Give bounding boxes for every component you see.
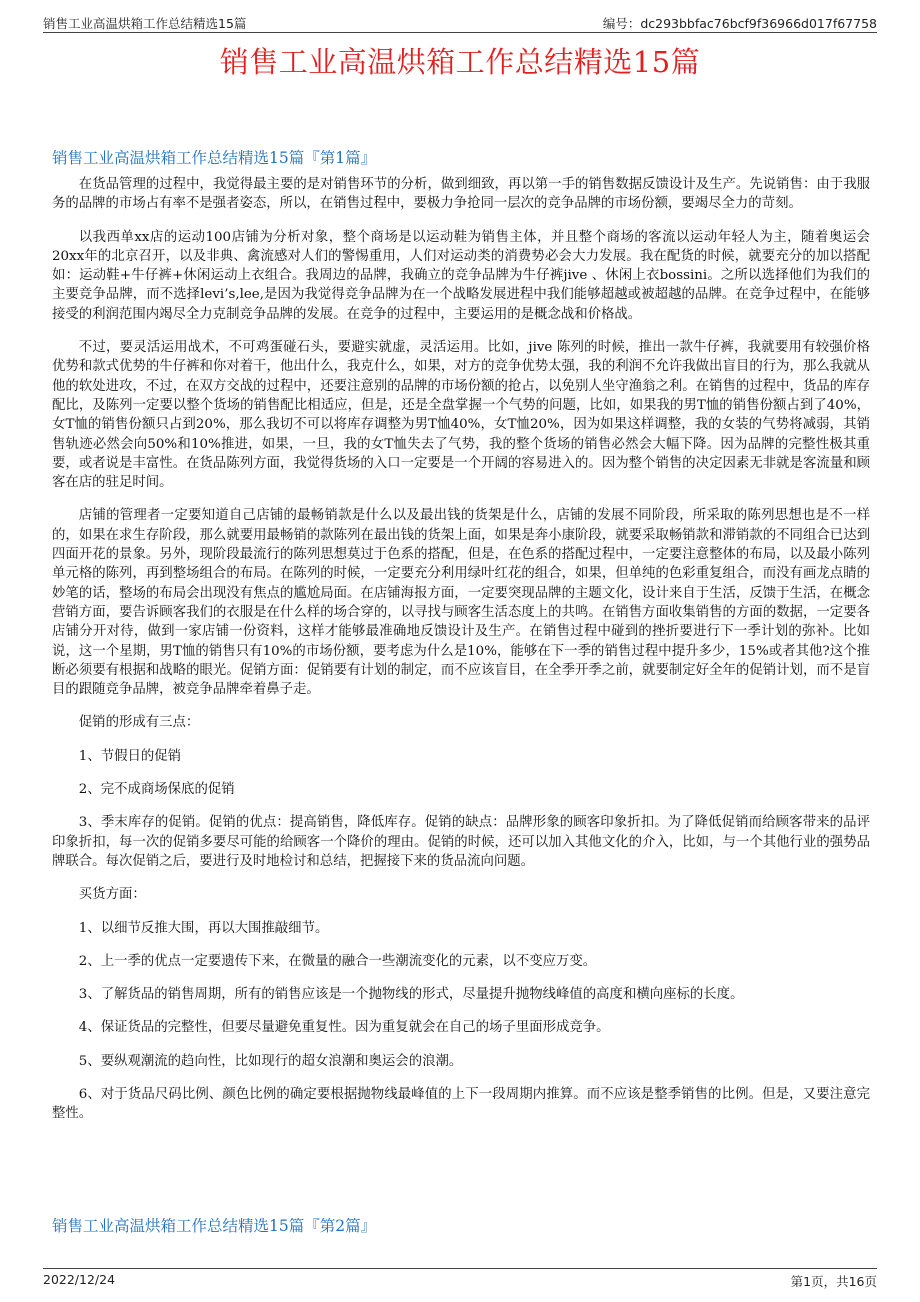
section-1-title: 销售工业高温烘箱工作总结精选15篇『第1篇』 [52,149,377,167]
list-item: 1、以细节反推大围，再以大围推敲细节。 [78,920,329,936]
list-item: 1、节假日的促销 [78,748,182,764]
footer-page-number: 第1页，共16页 [790,1274,877,1289]
paragraph: 在货品管理的过程中，我觉得最主要的是对销售环节的分析，做到细致，再以第一手的销售数据反馈设计及生产。先说销售：由于我服务的品牌的市场占有率不是强者姿态，所以，在销售过程中，要极力争抢同一层次的竞争品牌的市场份额，要竭尽全力的苛刻。 [52,177,870,212]
list-item: 2、完不成商场保底的促销 [78,782,235,798]
header-doc-number: 编号：dc293bbfac76bcf9f36966d017f67758 [602,16,877,31]
page-footer [43,1268,877,1289]
section-2-title: 销售工业高温烘箱工作总结精选15篇『第2篇』 [52,1217,377,1235]
header-doc-title: 销售工业高温烘箱工作总结精选15篇 [43,16,247,31]
article-body [52,175,870,1138]
document-title: 销售工业高温烘箱工作总结精选15篇 [219,45,701,79]
paragraph: 店铺的管理者一定要知道自己店铺的最畅销款是什么以及最出钱的货架是什么，店铺的发展不同阶段，所采取的陈列思想也是不一样的，如果在求生存阶段，那么就要用最畅销的款陈列在最出钱的货架上面，如果是奔小康阶段，就要采取畅销款和滞销款的不同组合已达到四面开花的景象。另外，现阶段最流行的陈列思想莫过于色系的搭配，但是，在色系的搭配过程中，一定要注意整体的布局，以及最小陈列单元格的陈列，再到整场组合的布局。在陈列的时候，一定要充分利用绿叶红花的组合，如果，但单纯的色彩重复组合，而没有画龙点睛的妙笔的话，整场的布局会出现没有焦点的尴尬局面。在店铺海报方面，一定要突现品牌的主题文化，设计来自于生活，反馈于生活，在概念营销方面，要告诉顾客我们的衣服是在什么样的场合穿的，以寻找与顾客生活态度上的共鸣。在销售方面收集销售的方面的数据，一定要各店铺分开对待，做到一家店铺一份资料，这样才能够最准确地反馈设计及生产。在销售过程中碰到的挫折要进行下一季计划的弥补。比如说，这一个星期，男T恤的销售只有10%的市场份额，要考虑为什么是10%，能够在下一季的销售过程中提升多少，15%或者其他?这个推断必须要有根据和战略的眼光。促销方面：促销要有计划的制定，而不应该盲目，在全季开季之前，就要制定好全年的促销计划，而不是盲目的跟随竞争品牌，被竞争品牌牵着鼻子走。 [52,508,870,698]
paragraph: 买货方面： [78,887,146,903]
footer-date: 2022/12/24 [43,1272,116,1287]
list-item: 6、对于货品尺码比例、颜色比例的确定要根据抛物线最峰值的上下一段周期内推算。而不应该是整季销售的比例。但是，又要注意完整性。 [52,1086,870,1122]
list-item: 3、了解货品的销售周期，所有的销售应该是一个抛物线的形式，尽量提升抛物线峰值的高度和横向座标的长度。 [78,987,744,1003]
list-item: 2、上一季的优点一定要遗传下来，在微量的融合一些潮流变化的元素，以不变应万变。 [78,953,597,969]
paragraph: 以我西单xx店的运动100店铺为分析对象，整个商场是以运动鞋为销售主体，并且整个商场的客流以运动年轻人为主，随着奥运会20xx年的北京召开，以及非典、禽流感对人们的警惕重用，人们对运动类的消费势必会大力发展。我在配货的时候，就要充分的加以搭配如：运动鞋+牛仔裤+休闲运动上衣组合。我周边的品牌，我确立的竞争品牌为牛仔裤jive 、休闲上衣bossini。之所以选择他们为我们的主要竞争品牌，而不选择levi’s,lee,是因为我觉得竞争品牌为在一个战略发展进程中我们能够超越或被超越的品牌。在竞争过程中，在能够接受的利润范围内竭尽全力克制竞争品牌的发展。在竞争的过程中，主要运用的是概念战和价格战。 [52,229,870,322]
paragraph: 促销的形成有三点： [78,715,200,731]
page-header [43,12,877,33]
paragraph: 不过，要灵活运用战术，不可鸡蛋碰石头，要避实就虚，灵活运用。比如，jive 陈列的时候，推出一款牛仔裤，我就要用有较强价格优势和款式优势的牛仔裤和你对着干，他出什么，我克什么，如果，对方的竞争优势太强，我的利润不允许我做出盲目的行为，那么我就从他的软处进攻，不过，在双方交战的过程中，还要注意别的品牌的市场份额的抢占，以免别人坐守渔翁之利。在销售的过程中，货品的库存配比，及陈列一定要以整个货场的销售配比相适应，但是，还是全盘掌握一个气势的问题，比如，如果我的男T恤的销售份额占到了40%，女T恤的销售份额只占到20%，那么我切不可以将库存调整为男T恤40%，女T恤20%，因为如果这样调整，我的女装的气势将减弱，其销售轨迹必然会向50%和10%推进，如果，一旦，我的女T恤失去了气势，我的整个货场的销售必然会大幅下降。因为品牌的完整性极其重要，或者说是丰富性。在货品陈列方面，我觉得货场的入口一定要是一个开阔的容易进入的。因为整个销售的决定因素无非就是客流量和顾客在店的驻足时间。 [52,340,870,491]
list-item: 3、季末库存的促销。促销的优点：提高销售，降低库存。促销的缺点：品牌形象的顾客印象折扣。为了降低促销而给顾客带来的品评印象折扣，每一次的促销多要尽可能的给顾客一个降价的理由。促销的时候，还可以加入其他文化的介入，比如，与一个其他行业的强势品牌联合。每次促销之后，要进行及时地检讨和总结，把握接下来的货品流向问题。 [52,815,870,869]
list-item: 4、保证货品的完整性，但要尽量避免重复性。因为重复就会在自己的场子里面形成竞争。 [78,1020,610,1036]
list-item: 5、要纵观潮流的趋向性，比如现行的超女浪潮和奥运会的浪潮。 [78,1053,463,1069]
